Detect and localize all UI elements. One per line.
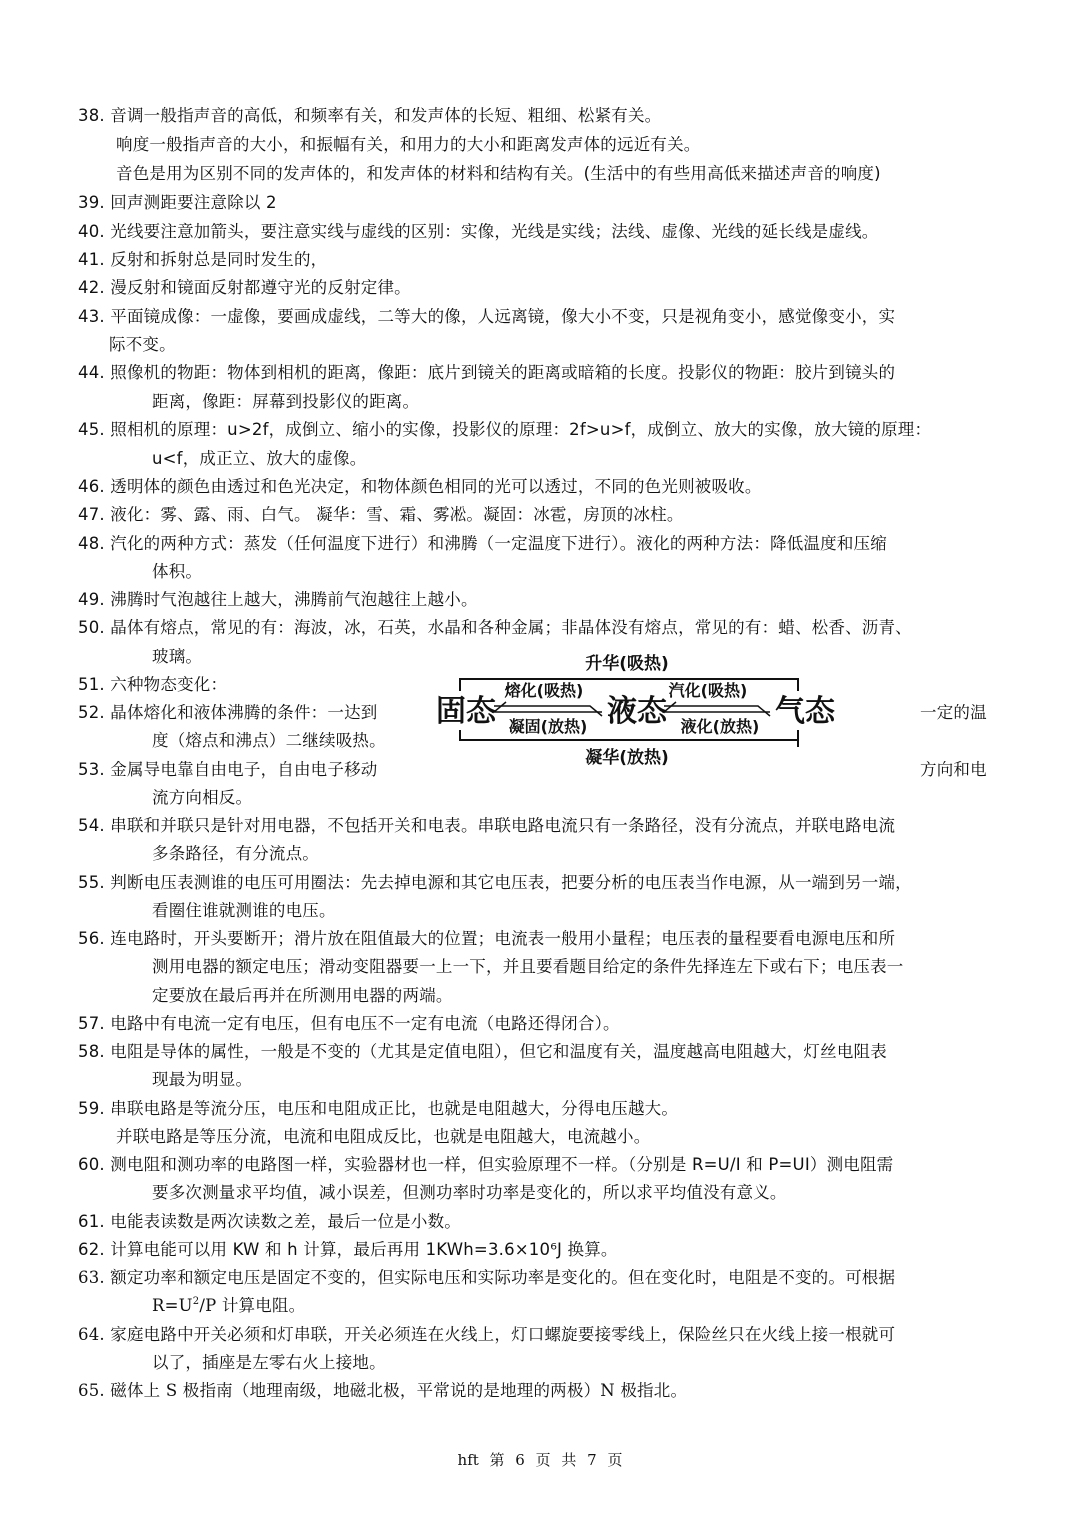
item-55-line2: 看圈住谁就测谁的电压。: [152, 901, 336, 920]
item-52-line1-tail: 一定的温: [920, 703, 987, 722]
item-43-line2: 际不变。: [109, 335, 176, 354]
item-53-line1: 53. 金属导电靠自由电子，自由电子移动: [78, 760, 378, 779]
item-42: 42. 漫反射和镜面反射都遵守光的反射定律。: [78, 278, 411, 297]
item-63-line2: [152, 1295, 305, 1317]
item-48-line2: 体积。: [152, 562, 203, 581]
item-55-line1: 55. 判断电压表测谁的电压可用圈法：先去掉电源和其它电压表，把要分析的电压表当作电源，从一端到另一端，: [78, 873, 912, 892]
item-38-line1: 38. 音调一般指声音的高低，和频率有关，和发声体的长短、粗细、松紧有关。: [78, 106, 662, 125]
item-45-line1: 45. 照相机的原理：u>2f，成倒立、缩小的实像，投影仪的原理：2f>u>f，成倒立、放大的实像，放大镜的原理：: [78, 420, 932, 439]
melting-label: 熔化(吸热): [504, 681, 584, 700]
item-44-line1: 44. 照像机的物距：物体到相机的距离，像距：底片到镜关的距离或暗箱的长度。投影仪的物距：胶片到镜头的: [78, 363, 896, 382]
item-45-line2: u<f，成正立、放大的虚像。: [152, 449, 367, 468]
sublimation-label: 升华(吸热): [585, 654, 669, 674]
item-51: 51. 六种物态变化：: [78, 675, 228, 694]
item-50-line2: 玻璃。: [152, 647, 203, 666]
item-60-line1: 60. 测电阻和测功率的电路图一样，实验器材也一样，但实验原理不一样。（分别是 R=U/I 和 P=UI）测电阻需: [78, 1155, 894, 1174]
item-54-line2: 多条路径，有分流点。: [152, 844, 319, 863]
solid-state-label: 固态: [436, 694, 496, 729]
item-56-line3: 定要放在最后再并在所测用电器的两端。: [152, 986, 453, 1005]
item-53-line1-tail: 方向和电: [920, 760, 987, 779]
item-53-line2: 流方向相反。: [152, 788, 253, 807]
item-63-formula-prefix: R=U: [152, 1296, 193, 1315]
liquid-state-label: 液态: [607, 694, 667, 729]
vaporization-label: 汽化(吸热): [668, 681, 748, 700]
item-56-line1: 56. 连电路时，开头要断开；滑片放在阻值最大的位置；电流表一般用小量程；电压表的量程要看电源电压和所: [78, 929, 896, 948]
item-50-line1: 50. 晶体有熔点，常见的有：海波，冰，石英，水晶和各种金属；非晶体没有熔点，常见的有：蜡、松香、沥青、: [78, 618, 912, 637]
item-54-line1: 54. 串联和并联只是针对用电器，不包括开关和电表。串联电路电流只有一条路径，没有分流点，并联电路电流: [78, 816, 896, 835]
solidification-label: 凝固(放热): [508, 717, 588, 736]
gas-state-label: 气态: [775, 694, 835, 729]
item-60-line2: 要多次测量求平均值，减小误差，但测功率时功率是变化的，所以求平均值没有意义。: [152, 1183, 787, 1202]
item-57: 57. 电路中有电流一定有电压，但有电压不一定有电流（电路还得闭合）。: [78, 1014, 620, 1033]
item-58-line2: 现最为明显。: [152, 1070, 253, 1089]
item-39: 39. 回声测距要注意除以 2: [78, 193, 277, 212]
item-46: 46. 透明体的颜色由透过和色光决定，和物体颜色相同的光可以透过，不同的色光则被吸收。: [78, 477, 762, 496]
item-65: 65. 磁体上 S 极指南（地理南级，地磁北极，平常说的是地理的两极）N 极指北。: [78, 1381, 688, 1400]
item-62: 62. 计算电能可以用 KW 和 h 计算，最后再用 1KWh=3.6×10⁶J 换算。: [78, 1240, 618, 1259]
item-63-line1: 63. 额定功率和额定电压是固定不变的，但实际电压和实际功率是变化的。但在变化时，电阻是不变的。可根据: [78, 1268, 896, 1287]
item-38-line2: 响度一般指声音的大小，和振幅有关，和用力的大小和距离发声体的远近有关。: [116, 135, 701, 154]
item-63-formula-suffix: /P 计算电阻。: [199, 1296, 306, 1315]
liquefaction-label: 液化(放热): [680, 717, 760, 736]
item-59-line2: 并联电路是等压分流，电流和电阻成反比，也就是电阻越大，电流越小。: [116, 1127, 651, 1146]
liquefaction-arrow: [664, 702, 770, 712]
page-footer: hft 第 6 页 共 7 页: [457, 1451, 623, 1469]
item-49: 49. 沸腾时气泡越往上越大，沸腾前气泡越往上越小。: [78, 590, 478, 609]
item-59-line1: 59. 串联电路是等流分压，电压和电阻成正比，也就是电阻越大，分得电压越大。: [78, 1099, 679, 1118]
item-47: 47. 液化：雾、露、雨、白气。 凝华：雪、霜、雾凇。凝固：冰雹，房顶的冰柱。: [78, 505, 684, 524]
vaporization-arrow: [664, 706, 770, 716]
item-52-line2: 度（熔点和沸点）二继续吸热。: [152, 731, 386, 750]
melting-arrow: [494, 706, 602, 716]
item-43-line1: 43. 平面镜成像：一虚像，要画成虚线，二等大的像，人远离镜，像大小不变，只是视角变小，感觉像变小，实: [78, 307, 896, 326]
deposition-label: 凝华(放热): [585, 748, 669, 768]
item-61: 61. 电能表读数是两次读数之差，最后一位是小数。: [78, 1212, 461, 1231]
item-48-line1: 48. 汽化的两种方式：蒸发（任何温度下进行）和沸腾（一定温度下进行）。液化的两种方法：降低温度和压缩: [78, 534, 887, 553]
state-change-diagram: [432, 650, 842, 770]
item-58-line1: 58. 电阻是导体的属性，一般是不变的（尤其是定值电阻），但它和温度有关，温度越高电阻越大，灯丝电阻表: [78, 1042, 887, 1061]
item-56-line2: 测用电器的额定电压；滑动变阻器要一上一下，并且要看题目给定的条件先择连左下或右下；电压表一: [152, 957, 904, 976]
item-63-formula-exponent: 2: [192, 1295, 200, 1307]
item-64-line1: 64. 家庭电路中开关必须和灯串联，开关必须连在火线上，灯口螺旋要接零线上，保险丝只在火线上接一根就可: [78, 1325, 896, 1344]
item-41: 41. 反射和拆射总是同时发生的，: [78, 250, 328, 269]
item-38-line3: 音色是用为区别不同的发声体的，和发声体的材料和结构有关。(生活中的有些用高低来描述声音的响度): [116, 164, 881, 183]
item-52-line1: 52. 晶体熔化和液体沸腾的条件：一达到: [78, 703, 378, 722]
solidification-arrow: [494, 702, 602, 712]
item-44-line2: 距离，像距：屏幕到投影仪的距离。: [152, 392, 420, 411]
item-40: 40. 光线要注意加箭头，要注意实线与虚线的区别：实像，光线是实线；法线、虚像、光线的延长线是虚线。: [78, 222, 879, 241]
item-64-line2: 以了，插座是左零右火上接地。: [152, 1353, 386, 1372]
